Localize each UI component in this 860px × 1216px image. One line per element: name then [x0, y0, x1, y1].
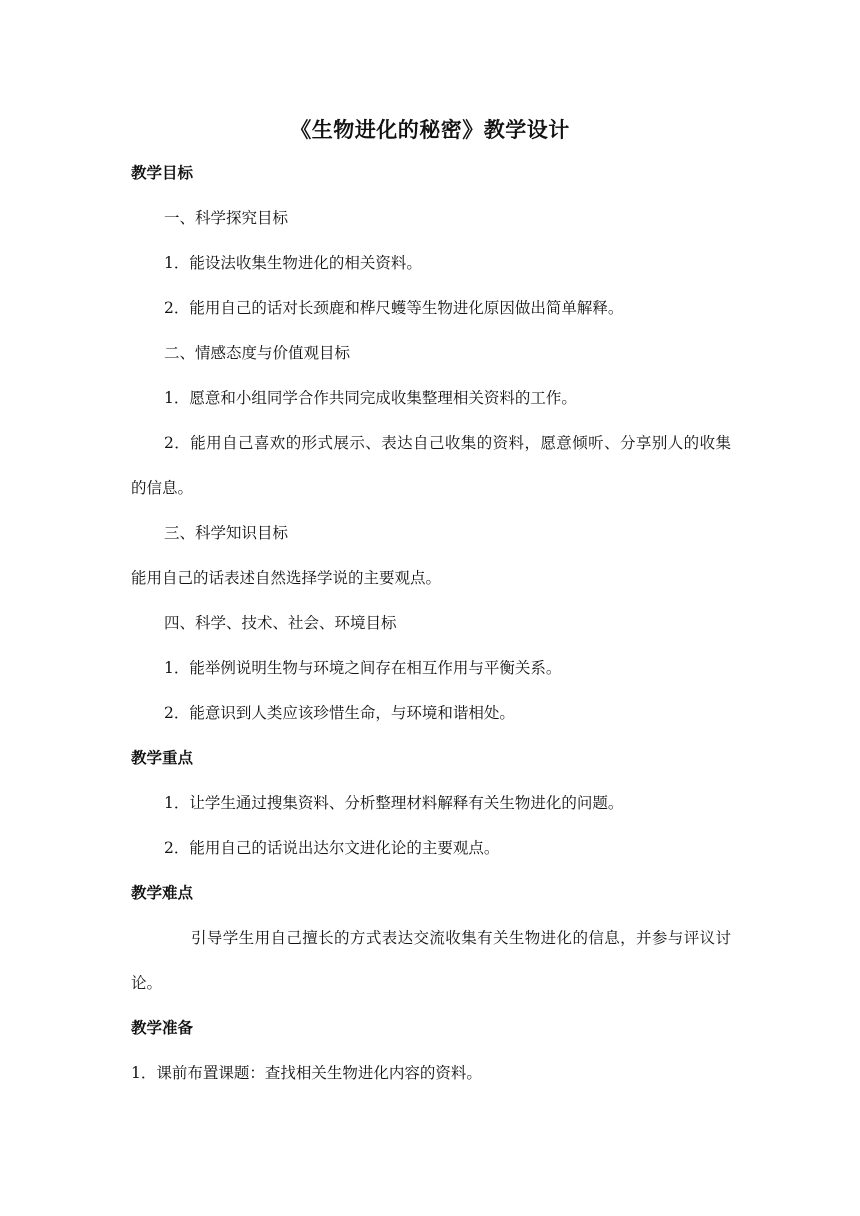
section-heading-preparation: 教学准备	[131, 1018, 194, 1037]
difficulty-text: 引导学生用自己擅长的方式表达交流收集有关生物进化的信息，并参与评议讨论。	[131, 929, 731, 992]
subheading-knowledge: 三、科学知识目标	[164, 524, 289, 542]
key-point-item: 2．能用自己的话说出达尔文进化论的主要观点。	[164, 839, 500, 857]
objective-item: 1．能举例说明生物与环境之间存在相互作用与平衡关系。	[164, 659, 562, 677]
preparation-item: 1．课前布置课题：查找相关生物进化内容的资料。	[131, 1064, 482, 1082]
objective-item: 2．能意识到人类应该珍惜生命，与环境和谐相处。	[164, 704, 515, 722]
subheading-attitude-values: 二、情感态度与价值观目标	[164, 344, 351, 362]
section-heading-difficulties: 教学难点	[131, 883, 194, 902]
objective-item: 2．能用自己的话对长颈鹿和桦尺蠖等生物进化原因做出简单解释。	[164, 299, 624, 317]
objective-item: 1．能设法收集生物进化的相关资料。	[164, 254, 422, 272]
key-point-item: 1．让学生通过搜集资料、分析整理材料解释有关生物进化的问题。	[164, 794, 624, 812]
section-heading-key-points: 教学重点	[131, 748, 194, 767]
subheading-stse: 四、科学、技术、社会、环境目标	[164, 614, 397, 632]
objective-item: 1．愿意和小组同学合作共同完成收集整理相关资料的工作。	[164, 389, 577, 407]
knowledge-text: 能用自己的话表述自然选择学说的主要观点。	[131, 569, 442, 587]
objective-item-multiline: 2．能用自己喜欢的形式展示、表达自己收集的资料，愿意倾听、分享别人的收集的信息。	[131, 434, 731, 497]
document-title: 《生物进化的秘密》教学设计	[290, 117, 570, 142]
subheading-science-inquiry: 一、科学探究目标	[164, 209, 289, 227]
section-heading-objectives: 教学目标	[131, 163, 194, 182]
